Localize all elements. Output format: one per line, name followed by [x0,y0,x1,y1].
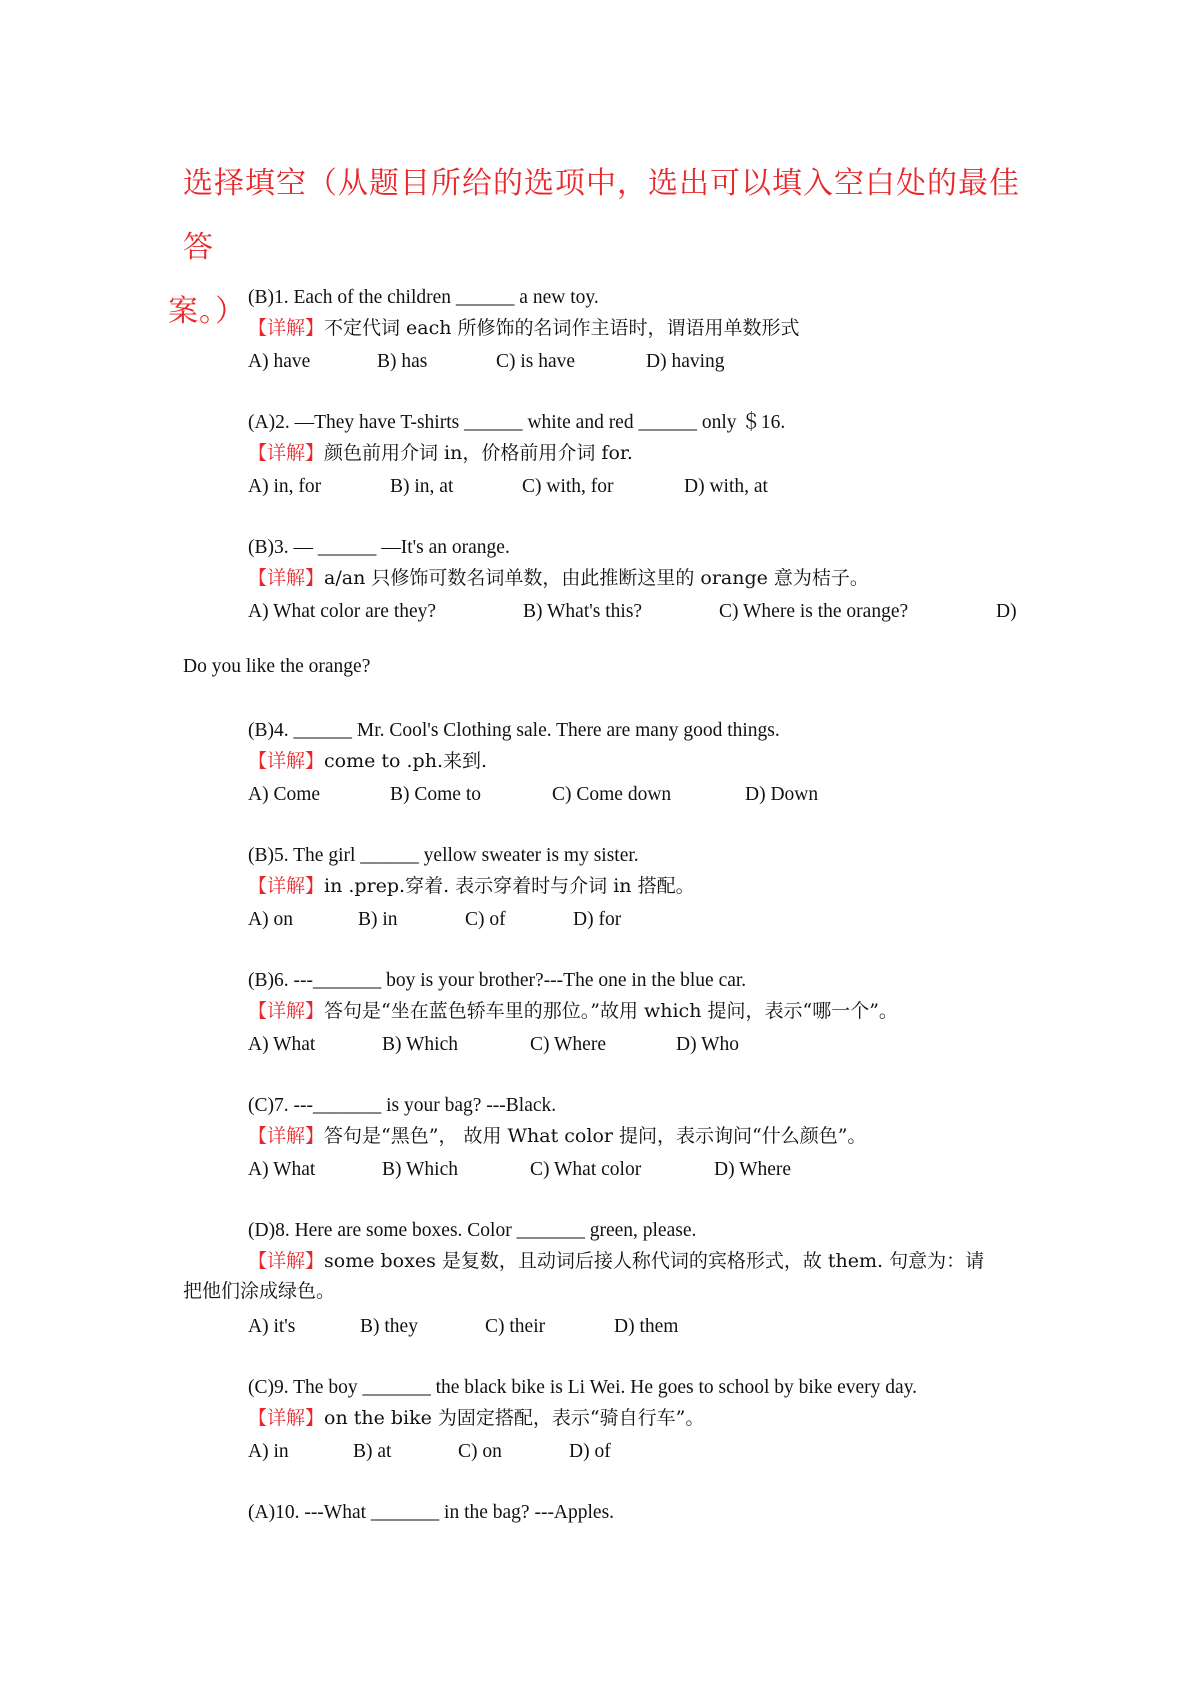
explanation-text: 答句是“黑色”， 故用 What color 提问，表示询问“什么颜色”。 [324,1125,867,1147]
explain-tag: 【详解】 [248,1000,325,1022]
question-stem: (C)7. ---_______ is your bag? ---Black. [248,1095,557,1116]
option-b: B) Which [382,1159,459,1180]
option-d: D) Down [745,784,819,805]
option-b: B) Come to [390,784,481,805]
explanation-text: 不定代词 each 所修饰的名词作主语时，谓语用单数形式 [324,317,800,339]
title-line-1: 选择填空（从题目所给的选项中，选出可以填入空白处的最佳答 [183,166,1020,265]
option-b: B) they [360,1316,418,1337]
option-d: D) with, at [684,476,768,497]
explain-tag: 【详解】 [248,567,325,589]
question-stem: (B)1. Each of the children ______ a new toy. [248,287,599,308]
question-8-options [248,1308,1028,1344]
explanation-text: on the bike 为固定搭配，表示“骑自行车”。 [324,1407,705,1429]
explain-tag: 【详解】 [248,317,325,339]
option-d: D) Where [714,1159,792,1180]
option-b: B) at [353,1441,392,1462]
options [248,1310,1028,1344]
option-b: B) What's this? [523,601,643,622]
option-c: C) is have [496,351,576,372]
option-a: A) in, for [248,476,322,497]
question-5 [248,841,1028,937]
option-d: D) [996,601,1017,622]
explain-tag: 【详解】 [248,1250,325,1272]
explanation-text: a/an 只修饰可数名词单数，由此推断这里的 orange 意为桔子。 [324,567,869,589]
explanation [248,996,1028,1026]
option-b: B) in, at [390,476,454,497]
question-4 [248,716,1028,812]
options [248,595,1028,629]
question-6 [248,966,1028,1062]
question-2 [248,408,1028,504]
option-d: D) them [614,1316,679,1337]
option-c: C) Come down [552,784,672,805]
question-1 [248,283,1028,379]
question-9 [248,1373,1028,1469]
explanation-continuation: 把他们涂成绿色。 [183,1280,336,1302]
explanation [248,1403,1028,1433]
option-d: D) Who [676,1034,740,1055]
explanation [248,1121,1028,1151]
question-stem: (B)3. — ______ —It's an orange. [248,537,510,558]
question-7 [248,1091,1028,1187]
explanation [248,438,1028,468]
options [248,345,1028,379]
option-c: C) with, for [522,476,614,497]
option-a: A) What [248,1159,316,1180]
explain-tag: 【详解】 [248,1407,325,1429]
option-c: C) on [458,1441,502,1462]
explain-tag: 【详解】 [248,875,325,897]
explain-tag: 【详解】 [248,1125,325,1147]
option-a: A) What color are they? [248,601,437,622]
option-a: A) Come [248,784,321,805]
question-stem: (C)9. The boy _______ the black bike is Li Wei. He goes to school by bike every day. [248,1377,918,1398]
option-d: D) having [646,351,725,372]
option-b: B) Which [382,1034,459,1055]
explanation [248,313,1028,343]
option-c: C) Where is the orange? [719,601,909,622]
question-stem: (B)4. ______ Mr. Cool's Clothing sale. There are many good things. [248,720,780,741]
option-c: C) of [465,909,506,930]
question-stem: (B)5. The girl ______ yellow sweater is my sister. [248,845,639,866]
options [248,778,1028,812]
explanation-text: 答句是“坐在蓝色轿车里的那位。”故用 which 提问，表示“哪一个”。 [324,1000,898,1022]
explanation [248,563,1028,593]
question-stem: (D)8. Here are some boxes. Color _______ green, please. [248,1220,697,1241]
title-line-2: 案。） [168,294,246,329]
option-a: A) in [248,1441,289,1462]
options [248,1153,1028,1187]
option-b: B) in [358,909,398,930]
explanation-text: some boxes 是复数，且动词后接人称代词的宾格形式，故 them. 句意为：请 [324,1250,985,1272]
option-d-continuation: Do you like the orange? [183,656,371,677]
question-3 [248,533,1028,629]
explain-tag: 【详解】 [248,442,325,464]
option-a: A) have [248,351,311,372]
explanation [248,1246,1028,1276]
options [248,1028,1028,1062]
option-a: A) it's [248,1316,296,1337]
explanation-text: come to .ph.来到. [324,750,488,772]
explanation-text: 颜色前用介词 in，价格前用介词 for. [324,442,633,464]
explanation [248,871,1028,901]
option-a: A) on [248,909,293,930]
option-c: C) their [485,1316,546,1337]
explanation-text: in .prep.穿着. 表示穿着时与介词 in 搭配。 [324,875,695,897]
question-stem: (A)10. ---What _______ in the bag? ---Apples. [248,1502,615,1523]
explanation [248,746,1028,776]
option-d: D) of [569,1441,611,1462]
option-b: B) has [377,351,428,372]
options [248,1435,1028,1469]
question-8 [248,1216,1028,1276]
question-stem: (B)6. ---_______ boy is your brother?---The one in the blue car. [248,970,747,991]
option-a: A) What [248,1034,316,1055]
option-c: C) Where [530,1034,606,1055]
question-10 [248,1498,1028,1528]
options [248,903,1028,937]
option-c: C) What color [530,1159,642,1180]
question-stem: (A)2. —They have T-shirts ______ white and red ______ only ＄16. [248,412,786,433]
option-d: D) for [573,909,622,930]
explain-tag: 【详解】 [248,750,325,772]
options [248,470,1028,504]
